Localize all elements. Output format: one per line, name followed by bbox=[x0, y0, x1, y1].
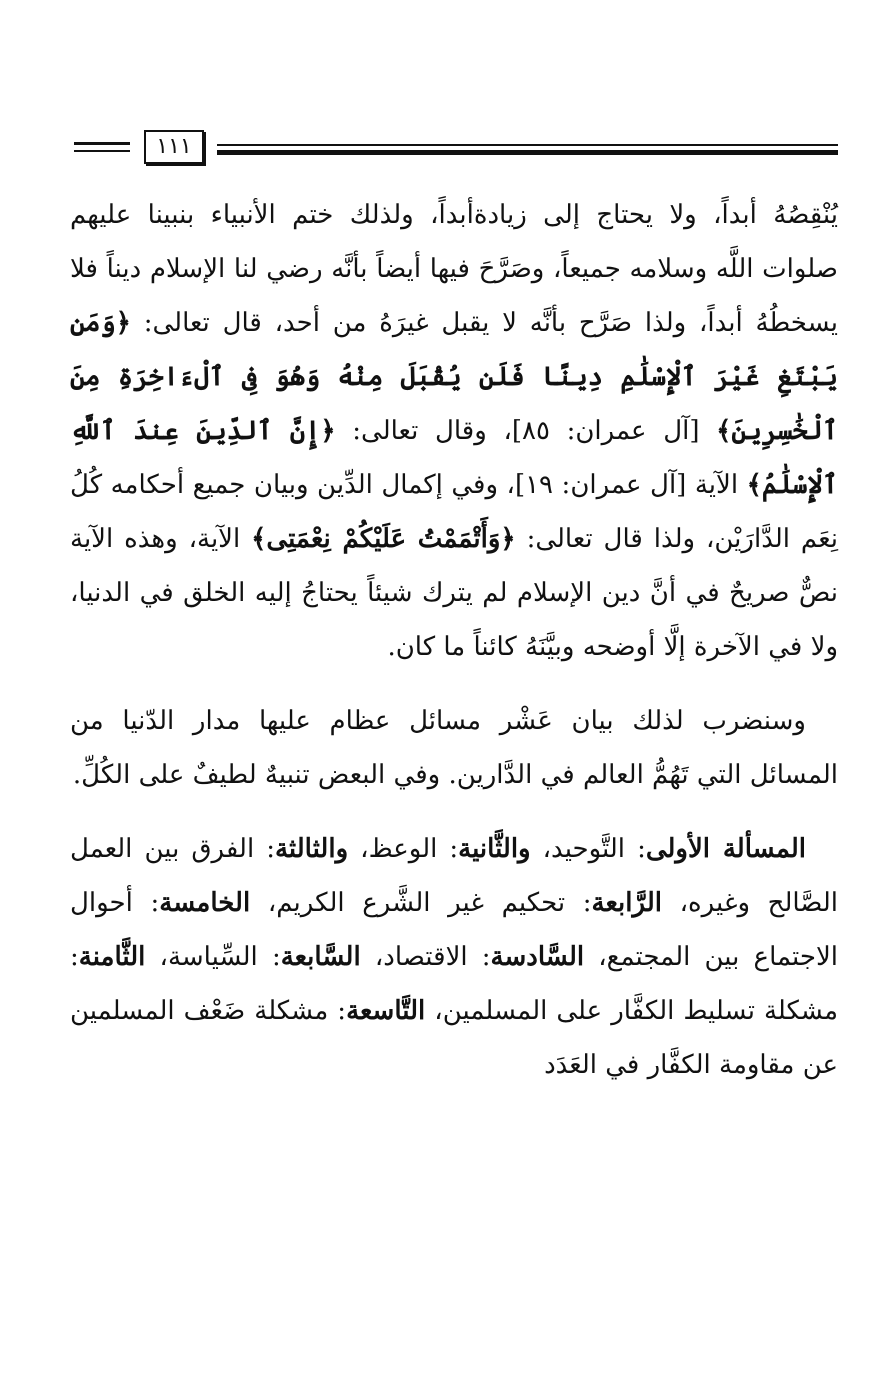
issue-text: : مشكلة ضَعْف المسلمين عن مقاومة الكفَّار في العَدَد bbox=[70, 996, 838, 1080]
issue-label: السَّابعة bbox=[280, 942, 361, 972]
issue-text: : مشكلة تسليط الكفَّار على المسلمين، bbox=[70, 942, 838, 1026]
quran-verse: ﴿وَأَتْمَمْتُ عَلَيْكُمْ نِعْمَتِى﴾ bbox=[251, 524, 516, 554]
issue-text: : الوعظ، bbox=[348, 834, 459, 864]
page-body bbox=[70, 188, 838, 1092]
body-text: الآية [آل عمران: ١٩]، وفي إكمال الدِّين وبيان جميع أحكامه كُلُ نِعَم الدَّارَيْن، ولذا قال تعالى: bbox=[70, 470, 838, 554]
body-text: يُنْقِصُهُ أبداً، ولا يحتاج إلى زيادةأبداً، ولذلك ختم الأنبياء بنبينا عليهم صلوات اللَّه وسلامه جميعاً، وصَرَّحَ فيها أيضاً بأنَّه رضي لنا الإسلام ديناً فلا يسخطُهُ أبداً، ولذا صَرَّح بأنَّه لا يقبل غيرَهُ من أحد، قال تعالى: bbox=[70, 200, 838, 338]
issue-label: والثالثة bbox=[274, 834, 349, 864]
issue-text: : الاقتصاد، bbox=[360, 942, 491, 972]
issue-label: السَّادسة bbox=[490, 942, 585, 972]
issue-label: الخامسة bbox=[159, 888, 251, 918]
issue-text: : السِّياسة، bbox=[145, 942, 281, 972]
header-long-rule bbox=[217, 144, 838, 156]
page-number: ١١١ bbox=[156, 134, 192, 159]
issue-label: الرَّابعة bbox=[591, 888, 662, 918]
issue-text: : تحكيم غير الشَّرع الكريم، bbox=[250, 888, 592, 918]
issue-label: والثَّانية bbox=[458, 834, 531, 864]
issue-text: : الفرق بين العمل الصَّالح وغيره، bbox=[70, 834, 838, 918]
body-text: الآية، وهذه الآية نصٌّ صريحٌ في أنَّ دين الإسلام لم يترك شيئاً يحتاجُ إليه الخلق في الدنيا، ولا في الآخرة إلَّا أوضحه وبيَّنَهُ كائناً ما كان. bbox=[70, 524, 838, 662]
page-header bbox=[62, 128, 838, 168]
paragraph-2: وسنضرب لذلك بيان عَشْر مسائل عظام عليها مدار الدّنيا من المسائل التي تَهُمُّ العالم في الدَّارين. وفي البعض تنبيهٌ لطيفٌ على الكُلِّ. bbox=[70, 706, 838, 790]
quran-verse: ﴿وَمَن يَبْتَغِ غَيْرَ ٱلْإِسْلَٰمِ دِينًا فَلَن يُقْبَلَ مِنْهُ وَهُوَ فِى ٱلْءَاخِرَةِ مِنَ ٱلْخَٰسِرِينَ﴾ bbox=[70, 308, 838, 446]
page-number-box bbox=[144, 130, 204, 164]
paragraph-3 bbox=[70, 822, 838, 1092]
issue-text: : أحوال الاجتماع بين المجتمع، bbox=[70, 888, 838, 972]
issue-label: المسألة الأولى bbox=[645, 834, 806, 864]
issue-label: التَّاسعة bbox=[346, 996, 426, 1026]
header-short-rule bbox=[74, 142, 130, 152]
paragraph-1 bbox=[70, 188, 838, 674]
issue-label: الثَّامنة bbox=[78, 942, 146, 972]
issue-text: : التَّوحيد، bbox=[530, 834, 646, 864]
body-text: [آل عمران: ٨٥]، وقال تعالى: bbox=[335, 416, 717, 446]
quran-verse: ﴿إِنَّ ٱلدِّينَ عِندَ ٱللَّهِ ٱلْإِسْلَٰمُ﴾ bbox=[70, 416, 838, 500]
